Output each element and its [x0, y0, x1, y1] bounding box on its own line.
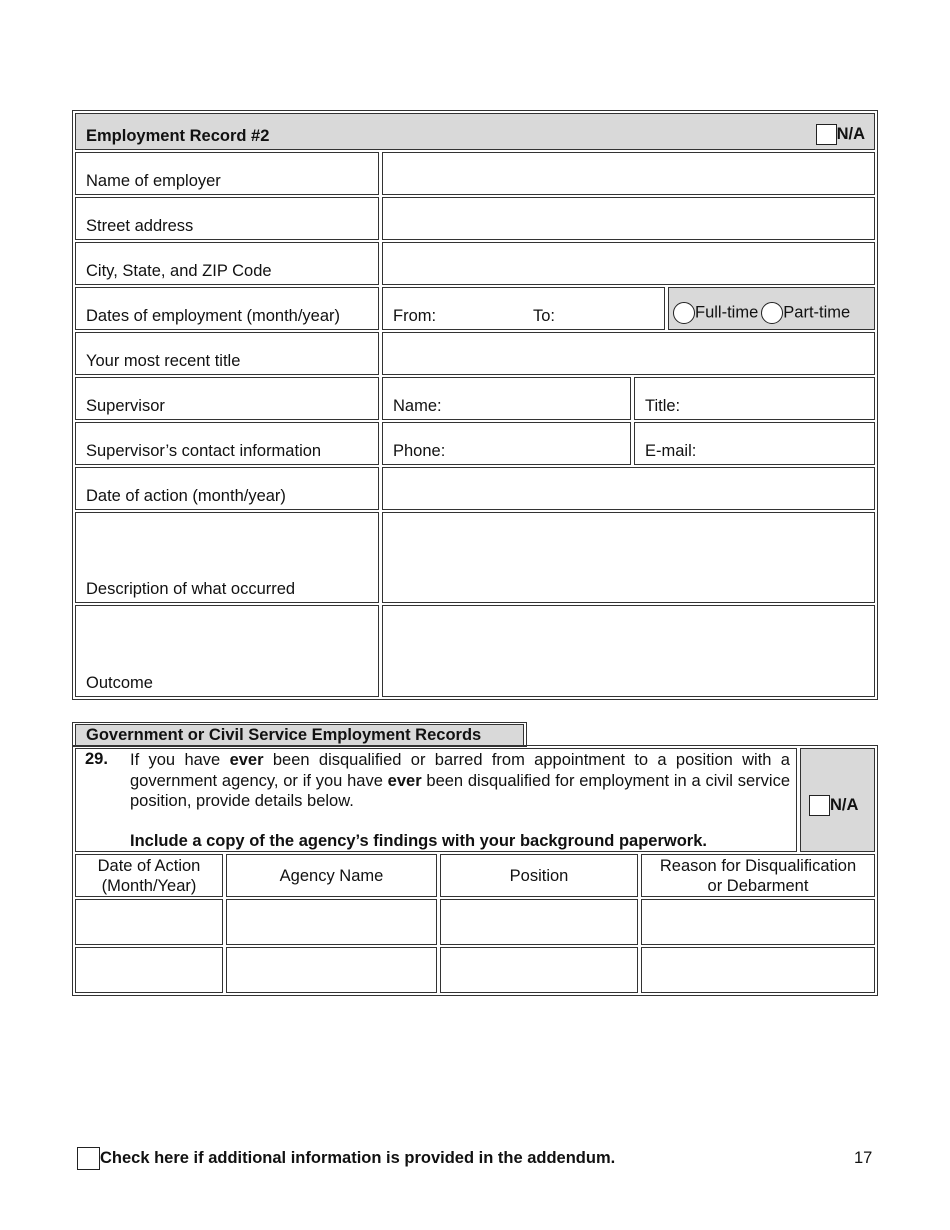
col-agency-label: Agency Name: [279, 866, 384, 885]
email-input[interactable]: [634, 422, 875, 465]
question-part-3: been disqualified for employment in a civil service position, provide details below.: [130, 771, 791, 810]
description-input[interactable]: [382, 512, 875, 603]
employer-label: Name of employer: [86, 172, 221, 190]
question-instruction: Include a copy of the agency’s findings with your background paperwork.: [130, 832, 707, 850]
question-text: [130, 750, 790, 812]
part-time-label: Part-time: [783, 303, 851, 322]
employer-input[interactable]: [382, 152, 875, 195]
gov-section-title-cell: [75, 724, 524, 746]
description-label-cell: [75, 512, 379, 603]
na-checkbox[interactable]: [816, 124, 837, 145]
row2-agency-input[interactable]: [226, 947, 437, 993]
supervisor-title-input[interactable]: [634, 377, 875, 420]
title-input[interactable]: [382, 332, 875, 375]
email-label: E-mail:: [645, 442, 697, 460]
row2-date-input[interactable]: [75, 947, 223, 993]
col-agency-name: [226, 854, 437, 897]
full-time-radio[interactable]: [673, 302, 695, 324]
street-label: Street address: [86, 217, 194, 235]
row1-date-input[interactable]: [75, 899, 223, 945]
col-reason-line2: or Debarment: [707, 876, 809, 895]
outcome-input[interactable]: [382, 605, 875, 697]
question-number: 29.: [85, 750, 108, 768]
city-label-cell: [75, 242, 379, 285]
na-label: N/A: [836, 125, 865, 143]
dates-label-cell: [75, 287, 379, 330]
gov-na-cell: [800, 748, 875, 852]
question-ever-1: ever: [229, 751, 264, 769]
title-label-cell: [75, 332, 379, 375]
row1-agency-input[interactable]: [226, 899, 437, 945]
employment-type-cell: [668, 287, 875, 330]
full-time-label: Full-time: [695, 303, 759, 322]
question-ever-2: ever: [387, 771, 422, 790]
phone-input[interactable]: [382, 422, 631, 465]
dates-input[interactable]: [382, 287, 665, 330]
action-date-label: Date of action (month/year): [86, 487, 286, 505]
col-reason: [641, 854, 875, 897]
title-label: Your most recent title: [86, 352, 241, 370]
col-position: [440, 854, 638, 897]
dates-label: Dates of employment (month/year): [86, 307, 341, 325]
outcome-label: Outcome: [86, 674, 153, 692]
supervisor-title-label: Title:: [645, 397, 681, 415]
row2-position-input[interactable]: [440, 947, 638, 993]
addendum-checkbox[interactable]: [77, 1147, 100, 1170]
na-option: [816, 124, 865, 145]
supervisor-name-input[interactable]: [382, 377, 631, 420]
phone-label: Phone:: [393, 442, 446, 460]
col-reason-line1: Reason for Disqualification: [659, 856, 857, 875]
row2-reason-input[interactable]: [641, 947, 875, 993]
gov-na-checkbox[interactable]: [809, 795, 830, 816]
action-date-label-cell: [75, 467, 379, 510]
col-date-of-action: [75, 854, 223, 897]
employer-label-cell: [75, 152, 379, 195]
gov-na-label: N/A: [830, 796, 859, 814]
contact-label: Supervisor’s contact information: [86, 442, 322, 460]
question-29-cell: [75, 748, 797, 852]
question-part-1: If you have: [130, 751, 230, 769]
addendum-label: Check here if additional information is provided in the addendum.: [100, 1149, 616, 1167]
col-date-line1: Date of Action: [97, 856, 201, 875]
action-date-input[interactable]: [382, 467, 875, 510]
col-position-label: Position: [509, 866, 569, 885]
col-date-line2: (Month/Year): [101, 876, 197, 895]
contact-label-cell: [75, 422, 379, 465]
part-time-radio[interactable]: [761, 302, 783, 324]
supervisor-name-label: Name:: [393, 397, 442, 415]
dates-from-label: From:: [393, 307, 437, 325]
city-input[interactable]: [382, 242, 875, 285]
employment-record-title: Employment Record #2: [86, 127, 270, 145]
gov-section-title: Government or Civil Service Employment Records: [86, 726, 482, 744]
question-part-2: been disqualified or barred from appointment to a position with a government agency, or if you have: [130, 751, 790, 790]
employment-record-header: [75, 113, 875, 150]
description-label: Description of what occurred: [86, 580, 296, 598]
supervisor-label: Supervisor: [86, 397, 165, 415]
street-input[interactable]: [382, 197, 875, 240]
street-label-cell: [75, 197, 379, 240]
outcome-label-cell: [75, 605, 379, 697]
row1-position-input[interactable]: [440, 899, 638, 945]
row1-reason-input[interactable]: [641, 899, 875, 945]
page-number: 17: [854, 1149, 873, 1167]
dates-to-label: To:: [533, 307, 556, 325]
addendum-option: [77, 1147, 615, 1170]
supervisor-label-cell: [75, 377, 379, 420]
city-label: City, State, and ZIP Code: [86, 262, 272, 280]
